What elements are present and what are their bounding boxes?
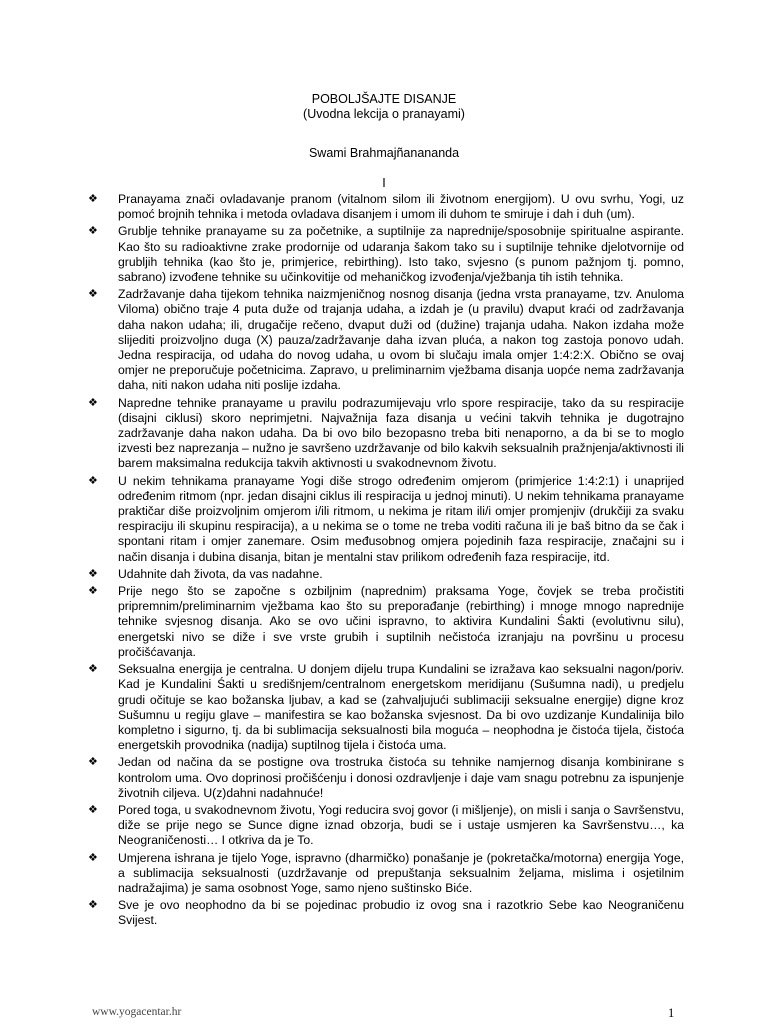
list-item-text: Napredne tehnike pranayame u pravilu podrazumijevaju vrlo spore respiracije, tako da su respiracije (disajni ciklusi) skoro neprimjetni. Najvažnija faza disanja u većini takvih tehnika je dugotrajno zadržavanje daha nakon udaha. Da bi ovo bilo bezopasno treba biti nenaporno, a da bi se to moglo izvesti bez naprezanja – nužno je savršeno uzdržavanje od bilo kakvih seksualnih pražnjenja/aktivnosti ili barem maksimalna redukcija takvih aktivnosti u svakodnevnom životu. xyxy=(118,395,684,471)
document-subtitle: (Uvodna lekcija o pranayami) xyxy=(303,107,465,121)
list-item xyxy=(88,395,684,472)
list-item-text: Grublje tehnike pranayame su za početnike, a suptilnije za naprednije/sposobnije spiritualne aspirante. Kao što su radioaktivne zrake prodornije od udaranja šakom tako su i suptilnije tehnike djelotvornije od grubljih tehnika (kao što je, primjerice, rebirthing). Isto tako, svjesno (s punom pažnjom tj. pomno, sabrano) izvođene tehnike su učinkovitije od mehaničkog izvođenja/vježbanja tih istih tehnika. xyxy=(118,224,684,285)
list-item-text: Sve je ovo neophodno da bi se pojedinac probudio iz ovog sna i razotkrio Sebe kao Neograničenu Svijest. xyxy=(118,898,684,928)
diamond-bullet-icon: ❖ xyxy=(88,193,98,205)
diamond-bullet-icon: ❖ xyxy=(88,756,98,769)
list-item xyxy=(88,755,684,801)
diamond-bullet-icon: ❖ xyxy=(88,803,98,816)
list-item-text: U nekim tehnikama pranayame Yogi diše strogo određenim omjerom (primjerice 1:4:2:1) i unaprijed određenim ritmom (npr. jedan disajni ciklus ili respiracija u jednoj minuti). U nekim tehnikama pranayame praktičar diše proizvoljnim omjerom i/ili ritmom, u nekima je ritam ili/i omjer promjenjiv (drukčiji za svaku respiraciju ili skupinu respiracija), a u nekima se o tome ne treba voditi računa ili je baš bitno da se čak i spontani ritam i omjer zanemare. Osim međusobnog omjera pojedinih faza respiracije, značajni su i način disanja i dubina disanja, bitan je mentalni stav prilikom određenih faza respiracije, itd. xyxy=(118,473,684,564)
list-item-text: Zadržavanje daha tijekom tehnika naizmjeničnog nosnog disanja (jedna vrsta pranayame, tzv. Anuloma Viloma) obično traje 4 puta duže od trajanja udaha, a izdah je (u pravilu) dvaput kraći od zadržavanja daha nakon udaha; ili, drugačije rečeno, dvaput duži od (dužine) trajanja udaha. Nakon izdaha može slijediti proizvoljno duga (X) pauza/zadržavanje daha izvan pluća, a nakon tog zastoja ponovo udah. Jedna respiracija, od udaha do novog udaha, u ovom bi slučaju imala omjer 1:4:2:X. Obično se ovaj omjer ne preporučuje početnicima. Zapravo, u preliminarnim vježbama disanja uopće nema zadržavanja daha, niti nakon udaha niti poslije izdaha. xyxy=(118,287,684,393)
list-item xyxy=(88,662,684,753)
list-item xyxy=(88,802,684,849)
list-item xyxy=(88,287,684,393)
list-item xyxy=(88,224,684,285)
diamond-bullet-icon: ❖ xyxy=(88,899,98,912)
list-item xyxy=(88,473,684,565)
list-item-text: Seksualna energija je centralna. U donjem dijelu trupa Kundalini se izražava kao seksualni nagon/poriv. Kad je Kundalini Śakti u središnjem/centralnom energetskom meridijanu (Sušumna nadi), u predjelu grudi očituje se kao božanska ljubav, a kad se (zahvaljujući sublimaciji seksualne energije) digne kroz Sušumnu u regiju glave – manifestira se kao božanska svjesnost. Da bi ovo uzdizanje Kundalinija bilo kompletno i sigurno, tj. da bi sublimacija seksualnosti bila moguća – neophodna je čistoća tijela, čistoća energetskih provodnika (nadija) suptilnog tijela i čistoća uma. xyxy=(118,662,684,753)
list-item-text: Prije nego što se započne s ozbiljnim (naprednim) praksama Yoge, čovjek se treba pročistiti pripremnim/preliminarnim vježbama kao što su preporađanje (rebirthing) i mnoge mnogo naprednije tehnike svjesnog disanja. Ako se ovo učini ispravno, to aktivira Kundalini Śakti (evolutivnu silu), energetski nivo se diže i sve vrste grubih i suptilnih nečistoća izranjaju na površinu u procesu pročišćavanja. xyxy=(118,584,684,659)
list-item xyxy=(88,850,684,897)
diamond-bullet-icon: ❖ xyxy=(88,225,98,238)
diamond-bullet-icon: ❖ xyxy=(88,288,98,301)
diamond-bullet-icon: ❖ xyxy=(88,851,98,864)
diamond-bullet-icon: ❖ xyxy=(88,567,98,580)
list-item xyxy=(88,192,684,222)
list-item xyxy=(88,584,684,660)
list-item-text: Umjerena ishrana je tijelo Yoge, ispravno (dharmičko) ponašanje je (pokretačka/motorna) energija Yoge, a sublimacija seksualnosti (uzdržavanje od prepuštanja seksualnim željama, mislima i osjetilnim nadražajima) je sama osobnost Yoge, samo njeno suštinsko Biće. xyxy=(118,850,684,895)
list-item xyxy=(88,566,684,582)
list-item-text: Udahnite dah života, da vas nadahne. xyxy=(118,566,323,581)
document-author: Swami Brahmajñanananda xyxy=(308,146,460,160)
list-item-text: Pored toga, u svakodnevnom životu, Yogi reducira svoj govor (i mišljenje), on misli i sanja o Savršenstvu, diže se prije nego se Sunce digne iznad obzorja, budi se i ustaje usmjeren ka Savršenstvu…, ka Neograničenosti… I otkriva da je To. xyxy=(118,802,684,848)
document-header xyxy=(0,92,768,161)
list-item-text: Jedan od načina da se postigne ova trostruka čistoća su tehnike namjernog disanja kombinirane s kontrolom uma. Ovo doprinosi pročišćenju i donosi ozdravljenje i daje vam snagu potrebnu za ispunjenje životnih ciljeva. U(z)dahni nadahnuće! xyxy=(118,755,684,800)
page-number: 1 xyxy=(668,1006,675,1020)
list-item xyxy=(88,898,684,928)
section-number: I xyxy=(382,176,386,190)
list-item-text: Pranayama znači ovladavanje pranom (vitalnom silom ili životnom energijom). U ovu svrhu, Yogi, uz pomoć brojnih tehnika i metoda ovladava disanjem i umom ili duhom te smiruje i dah i duh (um). xyxy=(118,192,684,222)
diamond-bullet-icon: ❖ xyxy=(88,585,98,598)
footer-url: www.yogacentar.hr xyxy=(92,1006,182,1018)
diamond-bullet-icon: ❖ xyxy=(88,474,98,487)
document-title: POBOLJŠAJTE DISANJE xyxy=(311,92,457,106)
diamond-bullet-icon: ❖ xyxy=(88,396,98,409)
diamond-bullet-icon: ❖ xyxy=(88,663,98,676)
bullet-list xyxy=(88,192,684,931)
